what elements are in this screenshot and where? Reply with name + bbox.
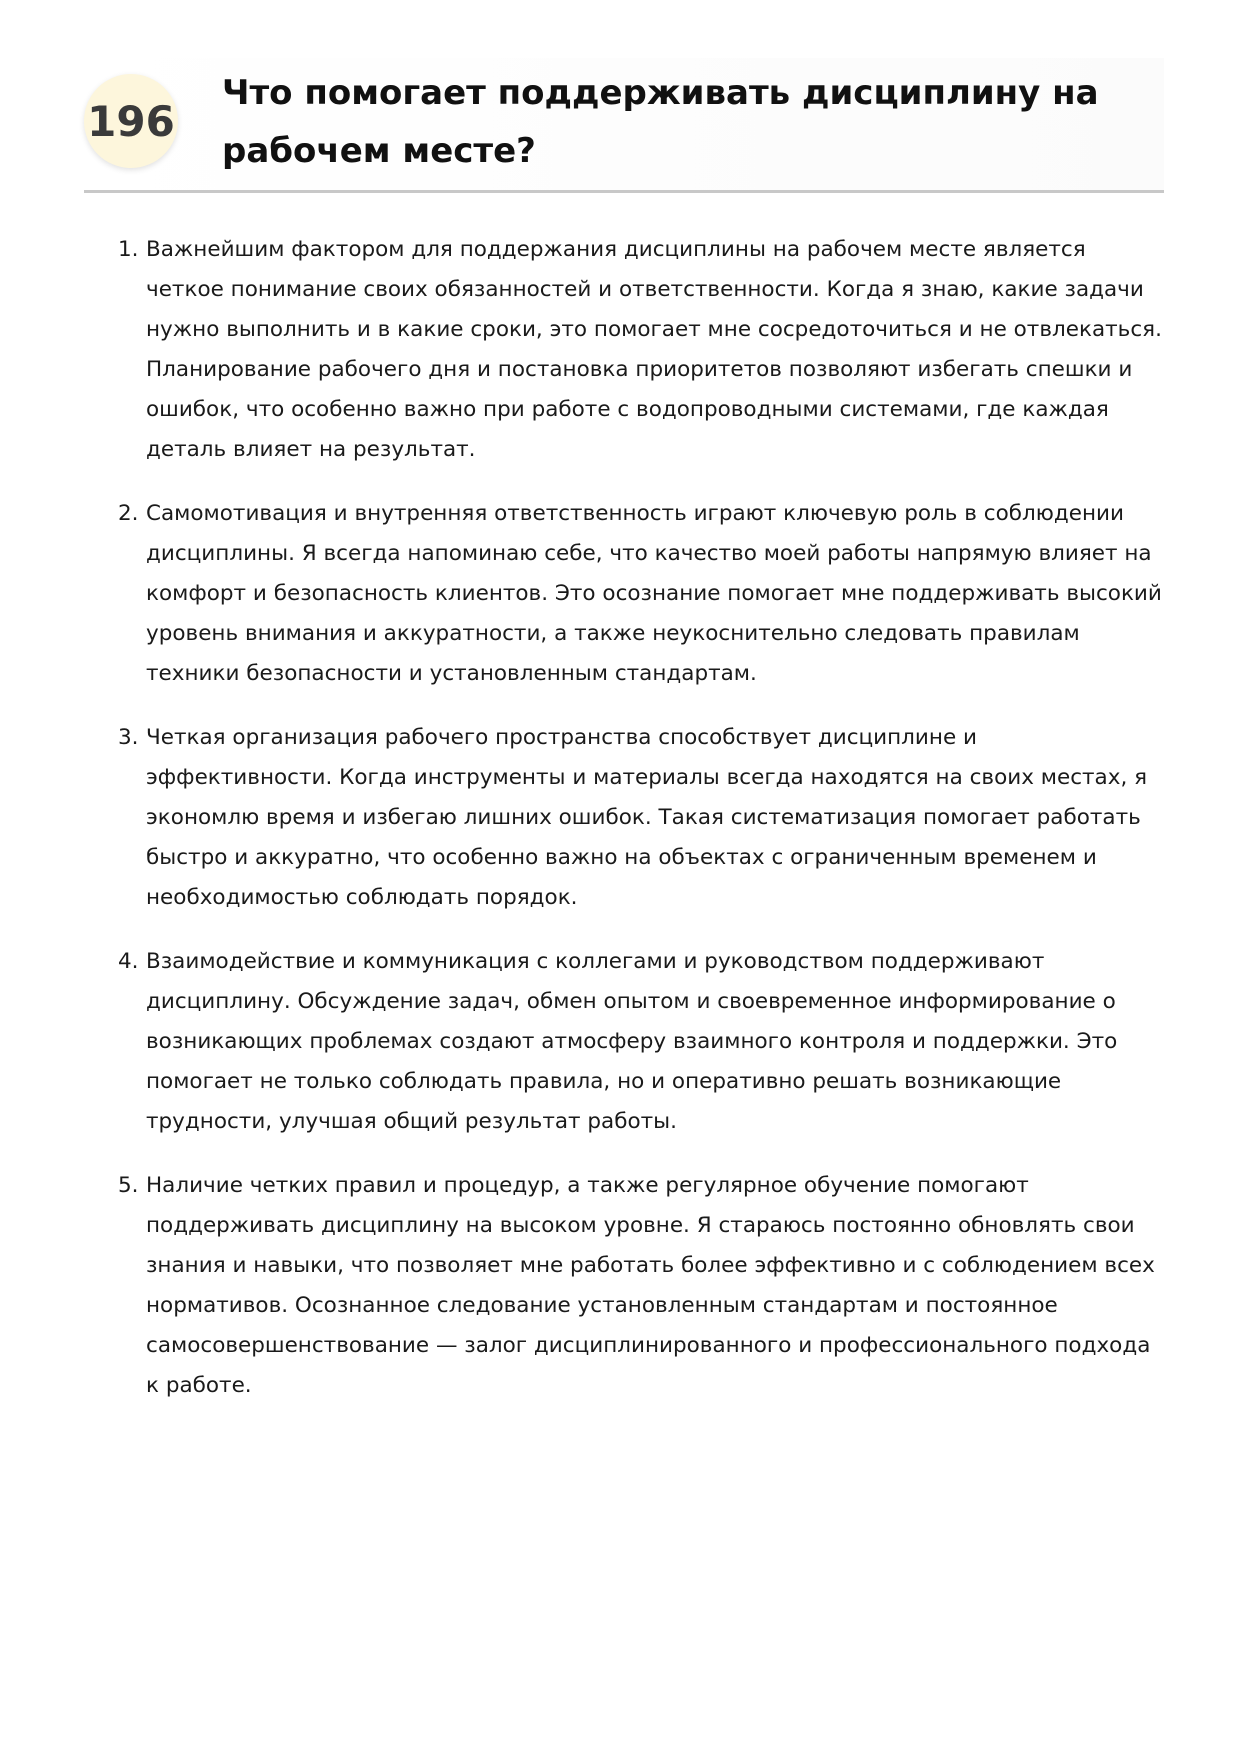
answer-item-5 — [118, 1166, 1168, 1406]
answer-text: Четкая организация рабочего пространства способствует дисциплине и эффективности. Когда инструменты и материалы всегда находятся на своих местах, я экономлю время и избегаю лишних ошибок. Такая систематизация помогает работать быстро и аккуратно, что особенно важно на объектах с ограниченным временем и необходимостью соблюдать порядок. — [146, 725, 1148, 910]
answer-marker: 5. — [118, 1173, 139, 1198]
answer-marker: 4. — [118, 949, 139, 974]
question-number-badge — [84, 74, 178, 168]
answer-marker: 3. — [118, 725, 139, 750]
answer-item-2 — [118, 494, 1168, 694]
question-header — [84, 58, 1164, 193]
answer-item-4 — [118, 942, 1168, 1142]
answer-text: Наличие четких правил и процедур, а также регулярное обучение помогают поддерживать дисциплину на высоком уровне. Я стараюсь постоянно обновлять свои знания и навыки, что позволяет мне работать более эффективно и с соблюдением всех нормативов. Осознанное следование установленным стандартам и постоянное самосовершенствование — залог дисциплинированного и профессионального подхода к работе. — [146, 1173, 1155, 1398]
answer-list — [118, 230, 1168, 1430]
answer-text: Взаимодействие и коммуникация с коллегами и руководством поддерживают дисциплину. Обсуждение задач, обмен опытом и своевременное информирование о возникающих проблемах создают атмосферу взаимного контроля и поддержки. Это помогает не только соблюдать правила, но и оперативно решать возникающие трудности, улучшая общий результат работы. — [146, 949, 1118, 1134]
answer-item-3 — [118, 718, 1168, 918]
question-title: Что помогает поддерживать дисциплину на рабочем месте? — [222, 73, 1099, 171]
answer-text: Самомотивация и внутренняя ответственность играют ключевую роль в соблюдении дисциплины. Я всегда напоминаю себе, что качество моей работы напрямую влияет на комфорт и безопасность клиентов. Это осознание помогает мне поддерживать высокий уровень внимания и аккуратности, а также неукоснительно следовать правилам техники безопасности и установленным стандартам. — [146, 501, 1162, 686]
question-number: 196 — [87, 96, 175, 146]
answer-item-1 — [118, 230, 1168, 470]
answer-marker: 1. — [118, 237, 139, 262]
answer-marker: 2. — [118, 501, 139, 526]
answer-text: Важнейшим фактором для поддержания дисциплины на рабочем месте является четкое понимание своих обязанностей и ответственности. Когда я знаю, какие задачи нужно выполнить и в какие сроки, это помогает мне сосредоточиться и не отвлекаться. Планирование рабочего дня и постановка приоритетов позволяют избегать спешки и ошибок, что особенно важно при работе с водопроводными системами, где каждая деталь влияет на результат. — [146, 237, 1162, 462]
